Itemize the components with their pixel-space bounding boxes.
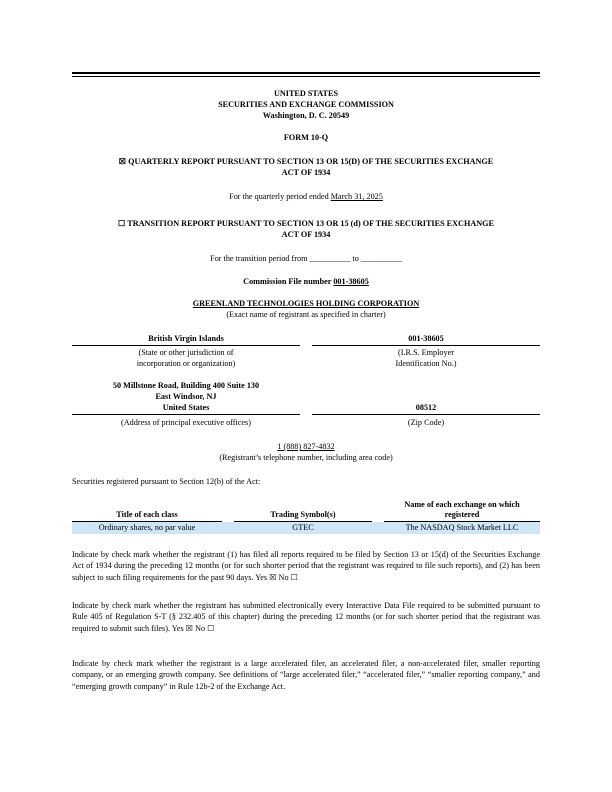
transition-report-title xyxy=(72,219,540,230)
cell-exchange: The NASDAQ Stock Market LLC xyxy=(384,522,540,535)
address-caption: (Address of principal executive offices) xyxy=(121,418,251,427)
col-title-of-class: Title of each class xyxy=(72,500,222,522)
transition-checkbox[interactable]: ☐ xyxy=(118,219,126,228)
registrant-name-caption: (Exact name of registrant as specified in charter) xyxy=(226,310,386,319)
header-country: UNITED STATES xyxy=(273,89,339,98)
address-line-1: 50 Millstone Road, Building 400 Suite 130 xyxy=(112,381,260,390)
paragraph-interactive-data: Indicate by check mark whether the registrant has submitted electronically every Interactive Data File required to be submitted pursuant to Rule 405 of Regulation S-T (§ 232.405 of this chapter) during the preceding 12 months (or for such shorter period that the registrant was required to submit such files). Yes ☒ No ☐ xyxy=(72,601,540,633)
state-caption-2: incorporation or organization) xyxy=(136,359,236,368)
quarterly-report-title xyxy=(72,157,540,168)
paragraph-filing-status: Indicate by check mark whether the registrant (1) has filed all reports required to be filed by Section 13 or 15(d) of the Securities Exchange Act of 1934 during the preceding 12 months (or for such shorter period that the registrant was required to file such reports), and (2) has been subject to such filing requirements for the past 90 days. Yes ☒ No ☐ xyxy=(72,550,540,582)
paragraph-filer-type: Indicate by check mark whether the registrant is a large accelerated filer, an accelerated filer, a non-accelerated filer, smaller reporting company, or an emerging growth company. See definitions of “large accelerated filer,” “accelerated filer,” “smaller reporting company,” and “emerging growth company” in Rule 12b-2 of the Exchange Act. xyxy=(72,659,540,691)
cell-spacer-1 xyxy=(222,522,234,535)
state-of-incorporation: British Virgin Islands xyxy=(148,334,224,343)
securities-intro: Securities registered pursuant to Section 12(b) of the Act: xyxy=(72,477,261,486)
quarterly-title-line2: ACT OF 1934 xyxy=(281,168,331,177)
commission-number: 001-38605 xyxy=(333,277,369,286)
zip-code: 08512 xyxy=(415,403,437,412)
zip-caption: (Zip Code) xyxy=(407,418,445,427)
phone-caption: (Registrant’s telephone number, including area code) xyxy=(219,453,393,462)
phone-number: 1 (888) 827-4832 xyxy=(277,442,335,451)
commission-file xyxy=(72,277,540,288)
quarterly-checkbox[interactable]: ☒ xyxy=(118,157,127,166)
irs-caption-2: Identification No.) xyxy=(395,359,457,368)
address-line-2: East Windsor, NJ xyxy=(155,392,217,401)
quarterly-period xyxy=(72,192,540,203)
top-rule-thin xyxy=(72,76,540,77)
col-exchange-line2: registered xyxy=(444,510,480,519)
col-exchange xyxy=(384,500,540,522)
commission-label: Commission File number xyxy=(243,277,332,286)
zip-underline xyxy=(312,414,540,415)
form-type: FORM 10-Q xyxy=(283,133,329,142)
transition-period: For the transition period from __________ to __________ xyxy=(210,254,402,263)
col-spacer-1 xyxy=(222,500,234,522)
irs-underline xyxy=(312,345,540,346)
table-row xyxy=(72,522,540,535)
address-underline xyxy=(72,414,300,415)
header-city: Washington, D. C. 20549 xyxy=(262,111,350,120)
cell-title-of-class: Ordinary shares, no par value xyxy=(72,522,222,535)
col-exchange-line1: Name of each exchange on which xyxy=(404,500,520,509)
registrant-name: GREENLAND TECHNOLOGIES HOLDING CORPORATION xyxy=(192,299,420,308)
securities-table xyxy=(72,500,540,534)
quarterly-title-line1: QUARTERLY REPORT PURSUANT TO SECTION 13 OR 15(D) OF THE SECURITIES EXCHANGE xyxy=(128,157,494,166)
top-rule-thick xyxy=(72,72,540,74)
cell-trading-symbol: GTEC xyxy=(234,522,372,535)
irs-number: 001-38605 xyxy=(408,334,444,343)
quarterly-period-prefix: For the quarterly period ended xyxy=(229,192,329,201)
address-line-3: United States xyxy=(162,403,210,412)
cell-spacer-2 xyxy=(372,522,384,535)
transition-title-line1: TRANSITION REPORT PURSUANT TO SECTION 13 OR 15 (d) OF THE SECURITIES EXCHANGE xyxy=(127,219,494,228)
transition-title-line2: ACT OF 1934 xyxy=(281,230,331,239)
securities-header-row xyxy=(72,500,540,522)
header-agency: SECURITIES AND EXCHANGE COMMISSION xyxy=(218,100,394,109)
col-spacer-2 xyxy=(372,500,384,522)
state-underline xyxy=(72,345,300,346)
col-trading-symbol: Trading Symbol(s) xyxy=(234,500,372,522)
quarterly-period-date: March 31, 2025 xyxy=(330,192,383,201)
state-caption-1: (State or other jurisdiction of xyxy=(138,348,234,357)
irs-caption-1: (I.R.S. Employer xyxy=(398,348,454,357)
